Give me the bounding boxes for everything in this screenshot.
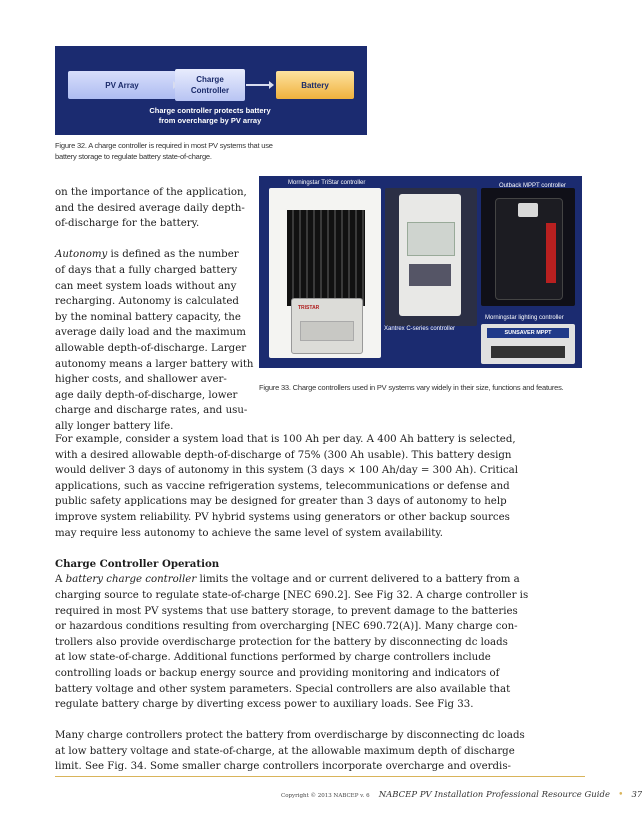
paragraph-line: improve system reliability. PV hybrid systems using generators or other backup sources [55,511,510,523]
sunsaver-header [487,328,569,338]
column-line: of-discharge for the battery. [55,218,200,230]
paragraph-line: trollers also provide overdischarge protection for the battery by disconnecting dc loads [55,636,508,648]
column-line: average daily load and the maximum [55,327,246,339]
page-number: 37 [631,790,642,800]
paragraph-line: limit. See Fig. 34. Some smaller charge controllers incorporate overcharge and overdis- [55,761,511,773]
column-line-rest: is defined as the number [107,249,239,261]
label-xantrex: Xantrex C-series controller [384,326,456,332]
paragraph-line: required in most PV systems that use battery storage, to prevent damage to the batteries [55,605,518,617]
pv-array-label: PV Array [105,80,139,90]
figure-32-caption-line2: battery storage to regulate battery state-of-charge. [55,152,212,161]
column-line: ally longer battery life. [55,420,174,432]
paragraph-line: charging source to regulate state-of-charge [NEC 690.2]. See Fig 32. A charge controller is [55,589,529,601]
column-line: recharging. Autonomy is calculated [55,296,239,308]
footer-rule [55,776,585,777]
column-line: autonomy means a larger battery with [55,358,254,370]
column-line: by the nominal battery capacity, the [55,311,241,323]
protection-note-line1: Charge controller protects battery [149,106,271,115]
charge-controller-label-line2: Controller [190,86,230,95]
column-line: can meet system loads without any [55,280,237,292]
tristar-logo-text: TRISTAR [298,305,320,311]
left-column-text [55,185,255,435]
autonomy-term: Autonomy [55,249,108,261]
column-line: allowable depth-of-discharge. Larger [55,342,247,354]
full-width-text [55,432,595,775]
paragraph-line: with a desired allowable depth-of-discharge of 75% (300 Ah usable). This battery design [55,449,512,461]
arrow-controller-to-battery [246,84,272,86]
paragraph-line: at low battery voltage and state-of-charge, at the allowable maximum depth of discharge [55,745,515,757]
footer-guide-title: NABCEP PV Installation Professional Resource Guide [378,790,610,800]
battery-block [276,71,354,99]
label-lighting: Morningstar lighting controller [485,315,564,321]
charge-controller-label-line1: Charge [196,75,224,84]
protection-note-line2: from overcharge by PV array [158,115,262,125]
paragraph-line-start: A [55,574,66,586]
figure-32-caption [55,140,375,162]
paragraph-line-rest: limits the voltage and or current delivered to a battery from a [196,574,520,586]
paragraph-line: For example, consider a system load that is 100 Ah per day. A 400 Ah battery is selected, [55,434,516,445]
paragraph-line: controlling loads or backup energy source and providing monitoring and indicators of [55,667,500,679]
heatsink-fins [287,210,365,306]
column-line: of days that a fully charged battery [55,264,238,276]
outback-display [518,203,538,217]
tristar-faceplate [291,298,363,354]
paragraph-line: Many charge controllers protect the battery from overdischarge by disconnecting dc loads [55,730,525,742]
figure-32-diagram [55,46,367,135]
figure-33-photo-panel [259,176,582,368]
battery-charge-controller-term: battery charge controller [65,574,197,586]
tristar-display [300,321,354,341]
column-line: and the desired average daily depth- [55,202,245,214]
xantrex-terminals [409,264,451,286]
autonomy-definition-line [55,247,255,263]
pv-array-block [68,71,176,99]
column-line: age daily depth-of-discharge, lower [55,389,238,401]
figure-33-caption: Figure 33. Charge controllers used in PV systems vary widely in their size, functions and features. [259,383,564,392]
sunsaver-logo-text: SUNSAVER MPPT [504,330,552,336]
column-line: higher costs, and shallower aver- [55,374,227,386]
paragraph-line: public safety applications may be designed for greater than 3 days of autonomy to help [55,496,507,508]
paragraph-line: would deliver 3 days of autonomy in this system (3 days × 100 Ah/day = 300 Ah). Critical [55,465,518,477]
outback-red-strip [546,223,556,283]
xantrex-panel [407,222,455,256]
tristar-controller-photo [269,188,381,358]
column-line: on the importance of the application, [55,187,247,198]
outback-controller-photo [481,188,575,306]
page-footer [281,782,642,801]
figure-32-caption-line1: Figure 32. A charge controller is required in most PV systems that use [55,141,273,150]
sunsaver-terminals [491,346,565,358]
charge-controller-block [175,69,245,101]
xantrex-body [399,194,461,316]
paragraph-line: may require less autonomy to achieve the same level of system availability. [55,527,444,539]
battery-label: Battery [301,80,329,90]
paragraph-line: battery voltage and other system parameters. Special controllers are also available that [55,683,511,695]
lighting-controller-photo [481,324,575,364]
section-heading: Charge Controller Operation [55,557,220,570]
protection-note [115,106,305,125]
paragraph-line: or hazardous conditions resulting from overcharging [NEC 690.72(A)]. Many charge con- [55,621,518,633]
paragraph-line: at low state-of-charge. Additional functions performed by charge controllers include [55,652,491,664]
xantrex-controller-photo [385,188,477,326]
label-outback: Outback MPPT controller [499,183,566,189]
paragraph-line: applications, such as vaccine refrigeration systems, telecommunications or defense and [55,480,510,492]
charge-controller-definition-line [55,572,595,588]
paragraph-line: regulate battery charge by diverting excess power to auxiliary loads. See Fig 33. [55,699,474,711]
column-line: charge and discharge rates, and usu- [55,405,248,417]
label-tristar: Morningstar TriStar controller [288,180,366,186]
footer-copyright: Copyright © 2013 NABCEP v. 6 [281,793,370,799]
outback-body [495,198,563,300]
footer-bullet: • [618,790,624,800]
